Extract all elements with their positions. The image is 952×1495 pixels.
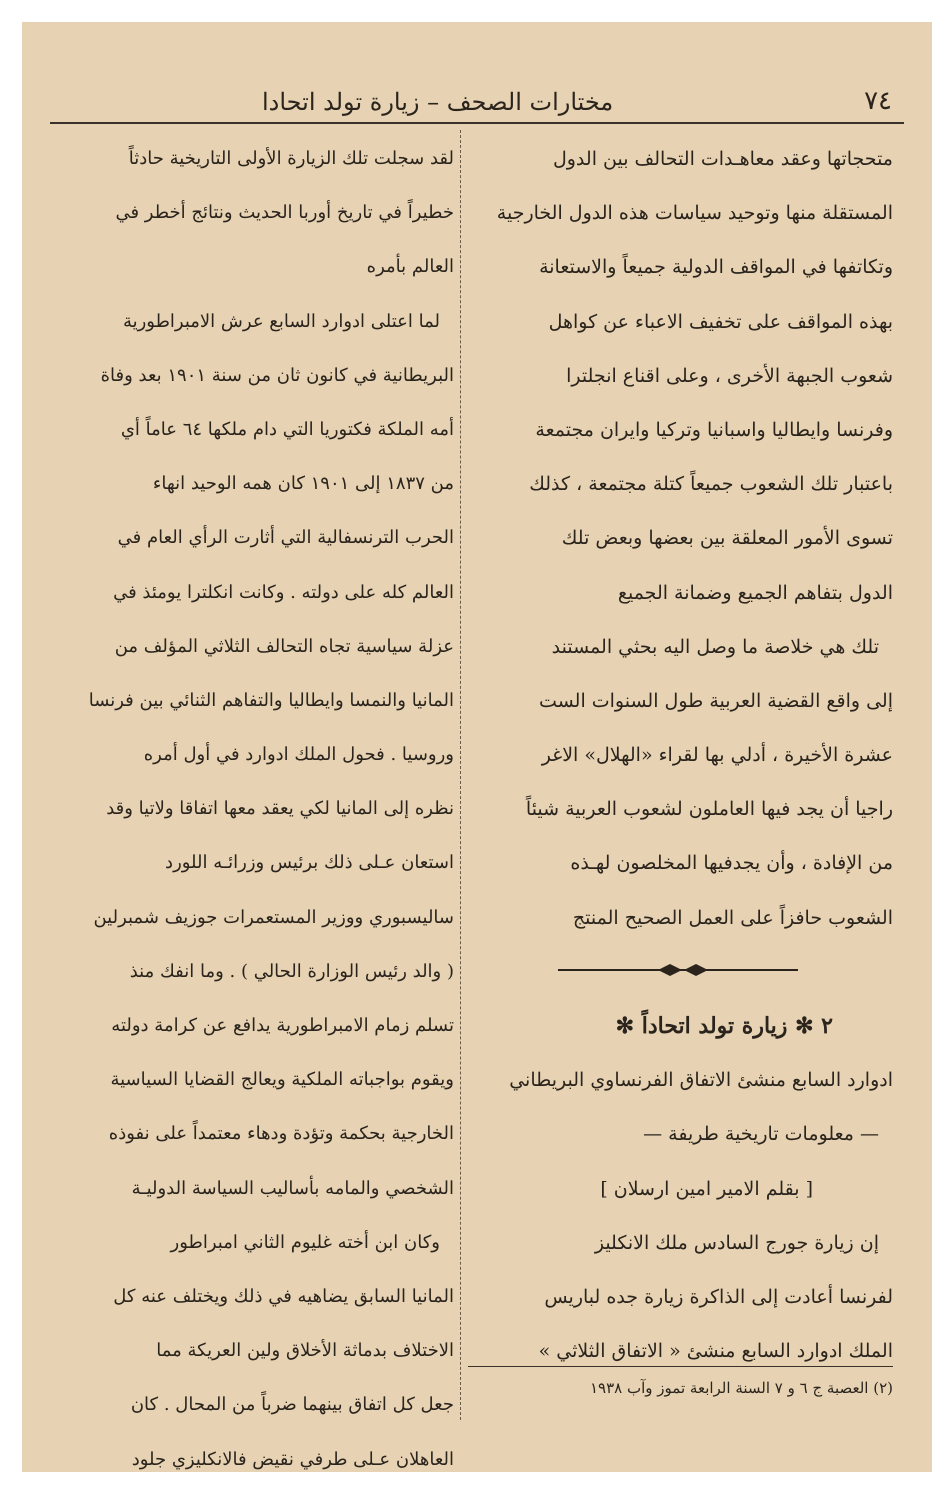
text-line: وروسيا . فحول الملك ادوارد في أول أمره	[143, 744, 454, 766]
text-line: راجيا أن يجد فيها العاملون لشعوب العربية شيئاً	[525, 798, 893, 821]
text-line: الخارجية بحكمة وتؤدة ودهاء معتمداً على نفوذه	[108, 1123, 454, 1145]
text-line: عشرة الأخيرة ، أدلي بها لقراء «الهلال» الاغر	[541, 744, 893, 767]
text-line: وتكاتفها في المواقف الدولية جميعاً والاستعانة	[539, 256, 893, 279]
text-line: من ١٨٣٧ إلى ١٩٠١ كان همه الوحيد انهاء	[152, 473, 454, 495]
text-line: من الإفادة ، وأن يجدفيها المخلصون لهـذه	[570, 852, 893, 875]
text-line: المانيا والنمسا وايطاليا والتفاهم الثنائي بين فرنسا	[88, 689, 454, 711]
text-line: ادوارد السابع منشئ الاتفاق الفرنساوي البريطاني	[509, 1069, 893, 1092]
page-header	[22, 80, 932, 124]
text-line: بهذه المواقف على تخفيف الاعباء عن كواهل	[548, 310, 893, 333]
left-column	[46, 132, 454, 1472]
running-title: مختارات الصحف – زيارة تولد اتحادا	[262, 88, 614, 116]
text-line: شعوب الجبهة الأخرى ، وعلى اقناع انجلترا	[566, 364, 893, 387]
text-line: الشعوب حافزاً على العمل الصحيح المنتج	[572, 906, 893, 929]
text-line: — معلومات تاريخية طريفة —	[643, 1123, 879, 1146]
page-number: ٧٤	[864, 86, 892, 116]
text-line: العاهلان عـلى طرفي نقيض فالانكليزي جلود	[131, 1448, 454, 1470]
text-line: المستقلة منها وتوحيد سياسات هذه الدول الخارجية	[496, 202, 893, 225]
text-line: ( والد رئيس الوزارة الحالي ) . وما انفك منذ	[129, 960, 454, 982]
text-line: باعتبار تلك الشعوب جميعاً كتلة مجتمعة ، كذلك	[529, 473, 893, 496]
text-line: تسوى الأمور المعلقة بين بعضها وبعض تلك	[561, 527, 893, 550]
text-line: البريطانية في كانون ثان من سنة ١٩٠١ بعد وفاة	[100, 364, 454, 386]
text-line: نظره إلى المانيا لكي يعقد معها اتفاقا ولاتيا وقد	[106, 798, 454, 820]
book-page	[22, 22, 932, 1472]
section-title: ٢ ✻ زيارة تولد اتحاداً ✻	[615, 1013, 833, 1039]
text-line: العالم بأمره	[366, 256, 454, 278]
text-line: ساليسبوري ووزير المستعمرات جوزيف شمبرلين	[93, 906, 454, 928]
text-line: الشخصي والمامه بأساليب السياسة الدوليـة	[131, 1177, 454, 1199]
text-line: متحجاتها وعقد معاهـدات التحالف بين الدول	[552, 148, 893, 170]
text-line: استعان عـلى ذلك برئيس وزرائـه اللورد	[165, 852, 454, 874]
text-line: المانيا السابق يضاهيه في ذلك ويختلف عنه كل	[113, 1285, 454, 1307]
text-line: العالم كله على دولته . وكانت انكلترا يومئذ في	[113, 581, 454, 603]
text-line: الحرب الترنسفالية التي أثارت الرأي العام في	[117, 527, 454, 549]
byline: [ بقلم الامير امين ارسلان ]	[600, 1177, 813, 1200]
text-line: تلك هي خلاصة ما وصل اليه بحثي المستند	[551, 635, 879, 658]
text-line: وكان ابن أخته غليوم الثاني امبراطور	[170, 1231, 440, 1253]
text-line: الدول بتفاهم الجميع وضمانة الجميع	[617, 581, 893, 604]
text-line: إن زيارة جورج السادس ملك الانكليز	[594, 1231, 879, 1254]
footnote: (٢) العصبة ج ٦ و ٧ السنة الرابعة تموز وآب ١٩٣٨	[590, 1379, 893, 1397]
text-line: إلى واقع القضية العربية طول السنوات الست	[539, 689, 893, 712]
text-line: ويقوم بواجباته الملكية ويعالج القضايا السياسية	[110, 1069, 454, 1091]
text-line: لقد سجلت تلك الزيارة الأولى التاريخية حادثاً	[128, 148, 454, 169]
header-rule	[50, 122, 904, 124]
text-line: لما اعتلى ادوارد السابع عرش الامبراطورية	[122, 310, 440, 332]
text-line: لفرنسا أعادت إلى الذاكرة زيارة جده لباريس	[544, 1285, 893, 1308]
text-line: الملك ادوارد السابع منشئ « الاتفاق الثلاثي »	[538, 1340, 893, 1363]
text-line: تسلم زمام الامبراطورية يدافع عن كرامة دولته	[111, 1015, 454, 1036]
text-line: أمه الملكة فكتوريا التي دام ملكها ٦٤ عاماً أي	[120, 418, 454, 440]
right-column	[468, 132, 893, 1378]
column-divider	[460, 130, 461, 1420]
text-line: عزلة سياسية تجاه التحالف الثلاثي المؤلف من	[114, 635, 454, 657]
footnote-rule	[468, 1366, 893, 1367]
text-line: خطيراً في تاريخ أوربا الحديث ونتائج أخطر في	[115, 202, 454, 224]
text-line: وفرنسا وايطاليا واسبانيا وتركيا وايران مجتمعة	[535, 418, 893, 441]
text-line: جعل كل اتفاق بينهما ضرباً من المحال . كان	[130, 1394, 454, 1416]
ornament-divider	[468, 945, 893, 999]
text-line: الاختلاف بدماثة الأخلاق ولين العريكة مما	[156, 1340, 454, 1362]
